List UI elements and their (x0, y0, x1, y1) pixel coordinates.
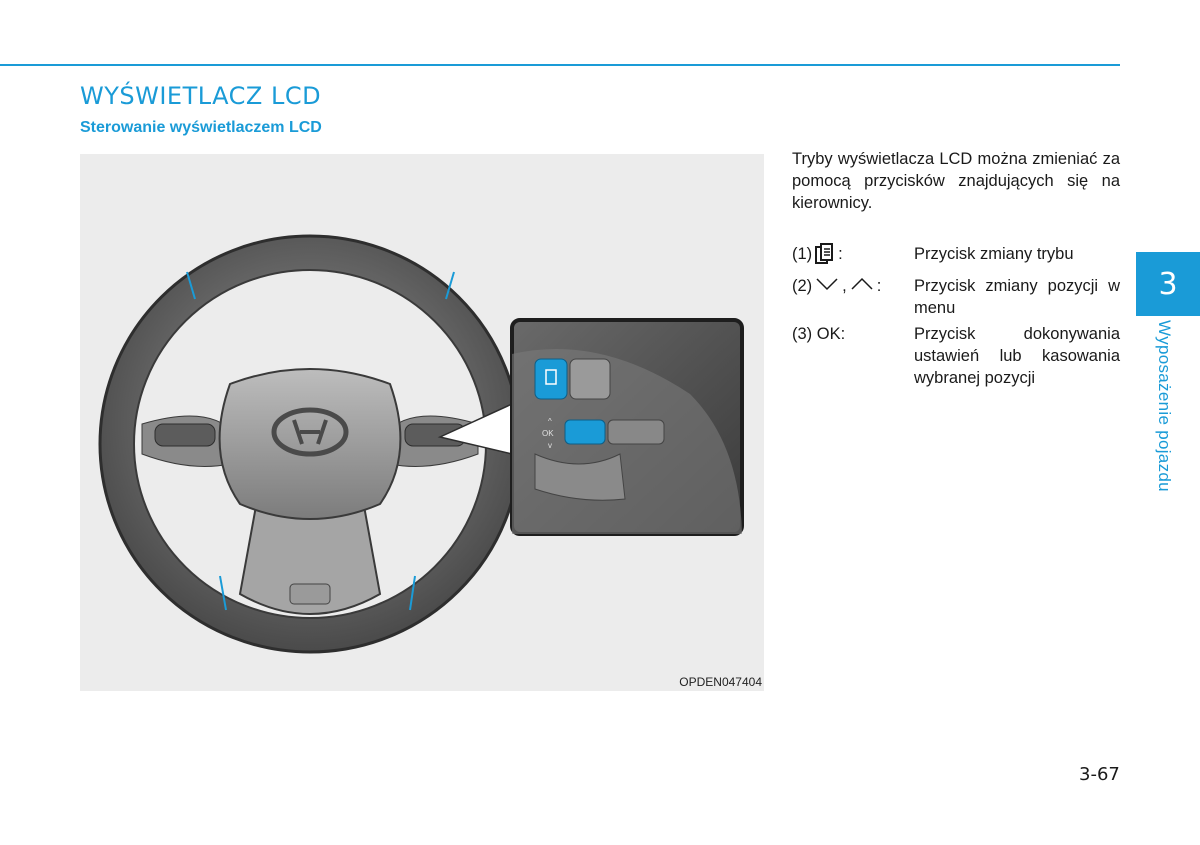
inset-ok-label: OK (542, 429, 554, 438)
airbag-cover (220, 369, 401, 519)
chapter-tab: 3 (1136, 252, 1200, 316)
mode-button-icon (815, 243, 835, 271)
figure-code: OPDEN047404 (679, 675, 762, 689)
inset-chevron-up: ^ (548, 417, 552, 426)
definition-description: Przycisk zmiany pozycji w menu (914, 277, 1120, 317)
definition-separator: : (838, 245, 843, 263)
definition-number: (3) OK: (792, 325, 846, 343)
inset-chevron-down: v (548, 441, 552, 450)
ok-scroll-wheel (565, 420, 605, 444)
definition-row-1 (792, 243, 1120, 271)
button-definitions (792, 243, 1120, 393)
intro-paragraph: Tryby wyświetlacza LCD można zmieniać za pomocą przycisków znajdujących się na kierownicy. (792, 150, 1120, 212)
chevron-down-icon (815, 275, 839, 297)
top-rule (0, 64, 1120, 66)
definition-description: Przycisk dokonywania ustawień lub kasowania wybranej pozycji (914, 325, 1120, 387)
definition-row-2 (792, 275, 1120, 319)
bottom-spoke-insert (290, 584, 330, 604)
definition-row-3 (792, 323, 1120, 389)
chapter-label: Wyposażenie pojazdu (1155, 320, 1174, 492)
mode-button (535, 359, 567, 399)
steering-wheel-figure (80, 154, 764, 691)
definition-number: (1) (792, 245, 813, 263)
adjacent-button (570, 359, 610, 399)
steering-wheel-illustration (80, 154, 764, 691)
definition-separator: : (876, 277, 882, 295)
definition-key (792, 323, 914, 389)
section-title: WYŚWIETLACZ LCD (80, 82, 322, 110)
left-controls (155, 424, 215, 446)
definition-description: Przycisk zmiany trybu (914, 245, 1074, 263)
definition-key (792, 243, 914, 271)
section-subtitle: Sterowanie wyświetlaczem LCD (80, 119, 322, 136)
definition-key (792, 275, 914, 319)
chevron-up-icon (850, 275, 874, 297)
page-number: 3-67 (1079, 764, 1120, 785)
definition-number: (2) (792, 277, 813, 295)
definition-separator: , (842, 277, 847, 295)
scroll-wheel-housing (608, 420, 664, 444)
